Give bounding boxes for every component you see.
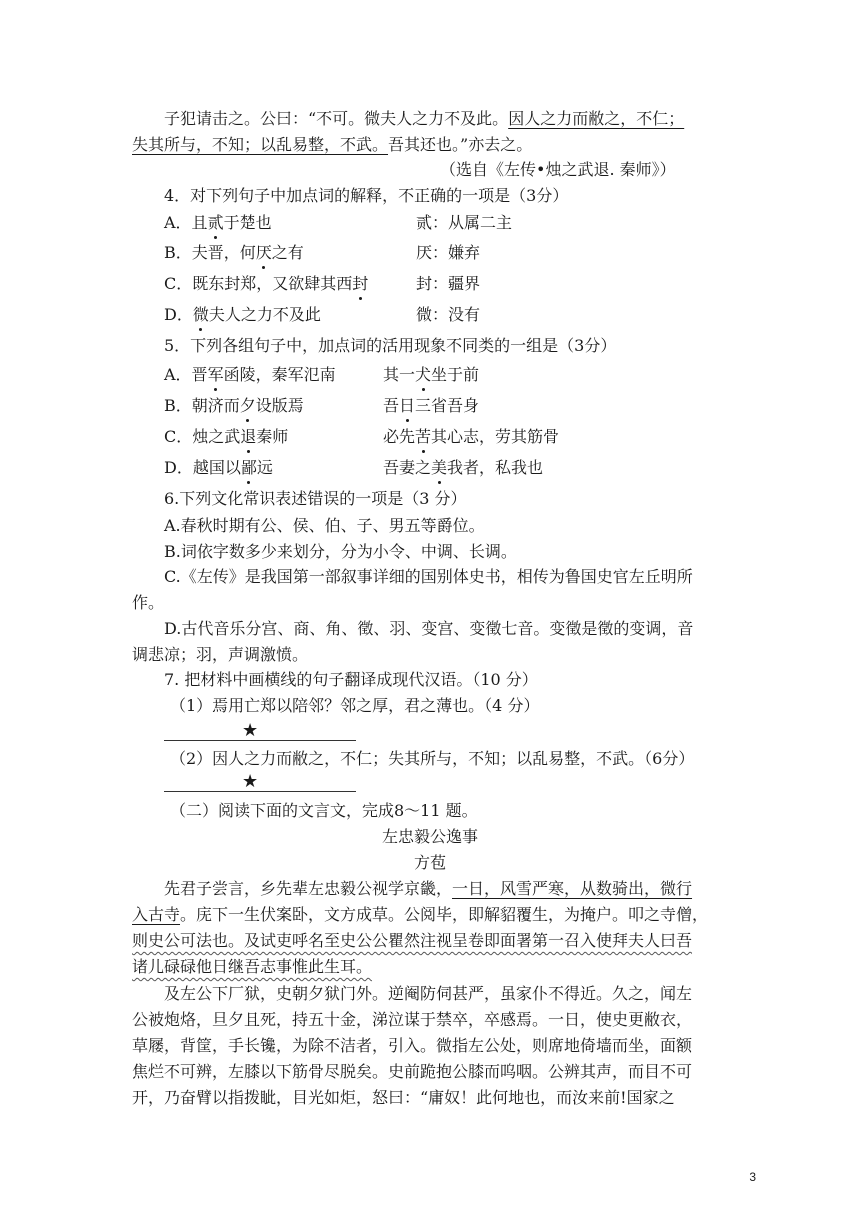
passage2-p2-line5: 开，乃奋臂以指拨眦，目光如炬，怒曰：“庸奴！此何地也，而汝来前!国家之 [132, 1088, 675, 1107]
passage-title: 左忠毅公逸事 [381, 827, 478, 846]
opt-text: 坐于前 [431, 365, 480, 384]
page-number: 3 [749, 1170, 756, 1184]
star-icon: ★ [242, 771, 259, 792]
passage2-p2-line2: 公被炮烙，旦夕且死，持五十金，涕泣谋于禁卒，卒感焉。一日，使史更敝衣， [132, 1010, 693, 1029]
q5-stem: 5．下列各组句子中，加点词的活用现象不同类的一组是（3分） [164, 336, 617, 355]
q4-stem: 4．对下列句子中加点词的解释，不正确的一项是（3分） [164, 186, 569, 205]
wavy-underlined-text: 诸儿碌碌他日继吾志事惟此生耳。 [132, 957, 373, 976]
opt-text: A．且 [164, 213, 208, 232]
q6-option-c-line2: 作。 [132, 593, 165, 612]
passage2-p2-line3: 草屦，背筐，手长镵，为除不洁者，引入。微指左公处，则席地倚墙而坐，面额 [132, 1036, 693, 1055]
dotted-word: 军 [207, 365, 224, 384]
opt-text: 秦师 [256, 427, 289, 446]
passage1-source: （选自《左传•烛之武退. 秦师》） [440, 160, 676, 179]
opt-text: D． [164, 305, 193, 324]
underlined-sentence: 因人之力而敝之，不仁； [508, 109, 685, 128]
underlined-sentence: 一日，风雪严寒，从数骑出，微行 [452, 879, 693, 898]
dotted-word: 退 [240, 427, 257, 446]
passage-author: 方苞 [413, 853, 446, 872]
underlined-sentence: 失其所与，不知；以乱易整，不武。 [132, 135, 389, 154]
gloss: 厌：嫌弃 [416, 243, 481, 262]
opt-text: B．朝济而 [164, 396, 240, 415]
opt-text: B．夫晋，何 [164, 243, 256, 262]
opt-text: 三省吾身 [415, 396, 480, 415]
opt-text: 其心志，劳其筋骨 [431, 427, 560, 446]
opt-text: 之有 [271, 243, 304, 262]
dotted-word: 鄙 [240, 458, 257, 477]
q6-option-b: B.词依字数多少来划分，分为小令、中调、长调。 [164, 542, 517, 561]
opt-text: 函陵，秦军氾南 [223, 365, 336, 384]
opt-text: 我者，私我也 [447, 458, 544, 477]
dotted-word: 苦 [415, 427, 432, 446]
dotted-word: 封 [352, 274, 369, 293]
dotted-word: 贰 [207, 213, 224, 232]
dotted-word: 美 [431, 458, 448, 477]
dotted-word: 夕 [239, 396, 256, 415]
passage2-p1-line3 [132, 930, 692, 952]
q7-stem: 7. 把材料中画横线的句子翻译成现代汉语。（10 分） [164, 670, 538, 689]
opt-text: D．越国以 [164, 458, 241, 477]
opt-text: C．既东封郑，又欲肆其西 [164, 274, 353, 293]
passage1-line2 [132, 134, 532, 156]
opt-text: 于楚也 [223, 213, 272, 232]
text-segment: 吾其还也。”亦去之。 [388, 135, 533, 154]
passage1-line1 [164, 108, 684, 130]
passage2-p1-line2 [132, 904, 708, 926]
passage2-p2-line4: 焦烂不可辨，左膝以下筋骨尽脱矣。史前跪抱公膝而呜咽。公辨其声，而目不可 [132, 1062, 693, 1081]
opt-text: A．晋 [164, 365, 208, 384]
q7-sentence-2: （2）因人之力而敝之，不仁；失其所与，不知；以乱易整，不武。（6分） [170, 749, 695, 768]
q6-option-d-line1: D.古代音乐分宫、商、角、徵、羽、变宫、变徵七音。变徵是徵的变调，音 [164, 619, 694, 638]
opt-text: 设版焉 [255, 396, 304, 415]
gloss: 封：疆界 [416, 274, 481, 293]
text-segment: 先君子尝言，乡先辈左忠毅公视学京畿， [164, 879, 453, 898]
opt-text: 其一 [383, 365, 416, 384]
passage2-p1-line1 [164, 878, 692, 900]
passage2-p1-line4 [132, 956, 372, 978]
text-segment: 。庑下一生伏案卧，文方成草。公阅毕，即解貂覆生，为掩户。叩之寺僧， [180, 905, 709, 924]
text-segment: 子犯请击之。公曰：“不可。微夫人之力不及此。 [164, 109, 509, 128]
opt-text: 夫人之力不及此 [208, 305, 321, 324]
q6-option-d-line2: 调悲凉；羽，声调激愤。 [132, 645, 309, 664]
star-icon: ★ [242, 720, 259, 741]
q6-option-a: A.春秋时期有公、侯、伯、子、男五等爵位。 [164, 516, 485, 535]
q7-sentence-1: （1）焉用亡郑以陪邻？邻之厚，君之薄也。（4 分） [170, 696, 540, 715]
opt-text: 吾妻之 [383, 458, 432, 477]
dotted-word: 厌 [255, 243, 272, 262]
underlined-sentence: 入古寺 [132, 905, 181, 924]
dotted-word: 日 [399, 396, 416, 415]
dotted-word: 微 [192, 305, 209, 324]
wavy-underlined-text: 则史公可法也。及试吏呼名至史公公瞿然注视呈卷即面署第一召入使拜夫人曰吾 [132, 931, 693, 950]
passage2-p2-line1: 及左公下厂狱，史朝夕狱门外。逆阉防伺甚严，虽家仆不得近。久之，闻左 [164, 984, 693, 1003]
opt-text: C．烛之武 [164, 427, 241, 446]
gloss: 贰：从属二主 [416, 213, 513, 232]
opt-text: 吾 [383, 396, 400, 415]
q6-stem: 6.下列文化常识表述错误的一项是（3 分） [164, 489, 467, 508]
gloss: 微：没有 [416, 305, 481, 324]
section2-intro: （二）阅读下面的文言文，完成8～11 题。 [170, 801, 478, 820]
answer-line-1[interactable] [164, 740, 356, 741]
q6-option-c-line1: C.《左传》是我国第一部叙事详细的国别体史书，相传为鲁国史官左丘明所 [164, 567, 693, 586]
dotted-word: 犬 [415, 365, 432, 384]
opt-text: 远 [256, 458, 273, 477]
answer-line-2[interactable] [164, 791, 356, 792]
opt-text: 必先 [383, 427, 416, 446]
